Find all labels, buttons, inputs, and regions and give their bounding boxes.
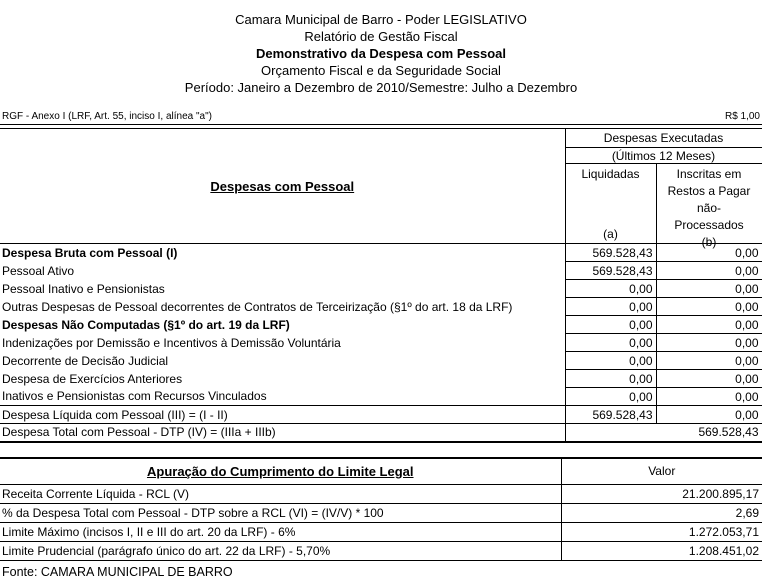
row-value-b: 0,00 — [656, 388, 762, 406]
budget-scope: Orçamento Fiscal e da Seguridade Social — [261, 63, 501, 78]
row-label: Receita Corrente Líquida - RCL (V) — [0, 485, 561, 504]
table-row-limite-maximo — [0, 523, 762, 542]
col-b-letter: (b) — [701, 235, 717, 249]
row-label: Outras Despesas de Pessoal decorrentes de Contratos de Terceirização (§1º do art. 18 da LRF) — [0, 298, 565, 316]
table-row — [0, 262, 762, 280]
row-label: Despesa Líquida com Pessoal (III) = (I - II) — [0, 406, 565, 424]
row-value-b: 0,00 — [656, 316, 762, 334]
row-value-b: 0,00 — [656, 370, 762, 388]
row-value-a: 0,00 — [565, 370, 656, 388]
row-value: 2,69 — [561, 504, 762, 523]
last-12-months-header: (Últimos 12 Meses) — [565, 148, 762, 164]
report-name: Relatório de Gestão Fiscal — [304, 29, 458, 44]
row-value-a: 0,00 — [565, 334, 656, 352]
row-value-a: 0,00 — [565, 352, 656, 370]
row-value: 1.272.053,71 — [561, 523, 762, 542]
report-header — [0, 0, 762, 96]
report-period: Período: Janeiro a Dezembro de 2010/Semestre: Julho a Dezembro — [184, 80, 578, 95]
row-label: Indenizações por Demissão e Incentivos à Demissão Voluntária — [0, 334, 565, 352]
table-row — [0, 388, 762, 406]
table-row-limite-prudencial — [0, 542, 762, 561]
table-row — [0, 334, 762, 352]
table-row-rcl — [0, 485, 762, 504]
row-label: Despesa de Exercícios Anteriores — [0, 370, 565, 388]
total-row-label: Despesa Total com Pessoal - DTP (IV) = (IIIa + IIIb) — [0, 424, 565, 442]
col-liquidadas-header — [565, 164, 656, 244]
table-row — [0, 352, 762, 370]
row-value-a: 0,00 — [565, 316, 656, 334]
row-label: Inativos e Pensionistas com Recursos Vinculados — [0, 388, 565, 406]
entity-title: Camara Municipal de Barro - Poder LEGISLATIVO — [235, 12, 527, 27]
row-value-a: 569.528,43 — [565, 244, 656, 262]
table2-main-header: Apuração do Cumprimento do Limite Legal — [0, 458, 561, 485]
col-restos-a-pagar-header — [656, 164, 762, 249]
row-label: Limite Prudencial (parágrafo único do art. 22 da LRF) - 5,70% — [0, 542, 561, 561]
row-label: Limite Máximo (incisos I, II e III do art. 20 da LRF) - 6% — [0, 523, 561, 542]
annex-reference: RGF - Anexo I (LRF, Art. 55, inciso I, alínea "a") — [2, 111, 212, 122]
table-row — [0, 370, 762, 388]
row-value-b: 0,00 — [656, 406, 762, 424]
report-subtitle: Demonstrativo da Despesa com Pessoal — [256, 46, 506, 61]
row-value-a: 569.528,43 — [565, 406, 656, 424]
row-value-a: 569.528,43 — [565, 262, 656, 280]
table-row-dtp-percent — [0, 504, 762, 523]
row-value-b: 0,00 — [656, 262, 762, 280]
col-a-title: Liquidadas — [581, 167, 640, 181]
personnel-expense-table — [0, 128, 762, 443]
row-value-a: 0,00 — [565, 280, 656, 298]
table-row — [0, 280, 762, 298]
limit-compliance-table — [0, 457, 762, 562]
source-note: Fonte: CAMARA MUNICIPAL DE BARRO — [2, 565, 233, 579]
row-label: % da Despesa Total com Pessoal - DTP sobre a RCL (VI) = (IV/V) * 100 — [0, 504, 561, 523]
row-label: Pessoal Inativo e Pensionistas — [0, 280, 565, 298]
row-value: 21.200.895,17 — [561, 485, 762, 504]
row-label: Pessoal Ativo — [0, 262, 565, 280]
row-value-b: 0,00 — [656, 352, 762, 370]
row-value-a: 0,00 — [565, 388, 656, 406]
table-row — [0, 244, 762, 262]
row-value-b: 0,00 — [656, 298, 762, 316]
table1-main-header: Despesas com Pessoal — [0, 129, 565, 244]
row-value-a: 0,00 — [565, 298, 656, 316]
row-label: Decorrente de Decisão Judicial — [0, 352, 565, 370]
table-row-net-expense — [0, 406, 762, 424]
executed-expenses-header: Despesas Executadas — [565, 129, 762, 148]
row-label: Despesa Bruta com Pessoal (I) — [0, 244, 565, 262]
row-label: Despesas Não Computadas (§1º do art. 19 da LRF) — [0, 316, 565, 334]
row-value-b: 0,00 — [656, 244, 762, 262]
col-b-title: Inscritas em Restos a Pagar não-Processados — [667, 167, 751, 232]
row-value: 1.208.451,02 — [561, 542, 762, 561]
row-value-b: 0,00 — [656, 334, 762, 352]
row-value-b: 0,00 — [656, 280, 762, 298]
annex-meta-row — [0, 111, 762, 125]
table-row — [0, 298, 762, 316]
total-row-value: 569.528,43 — [565, 424, 762, 442]
table-row — [0, 316, 762, 334]
table2-value-header: Valor — [561, 458, 762, 485]
currency-unit: R$ 1,00 — [724, 111, 760, 122]
col-a-letter: (a) — [603, 227, 618, 241]
table-row-total-expense — [0, 424, 762, 442]
